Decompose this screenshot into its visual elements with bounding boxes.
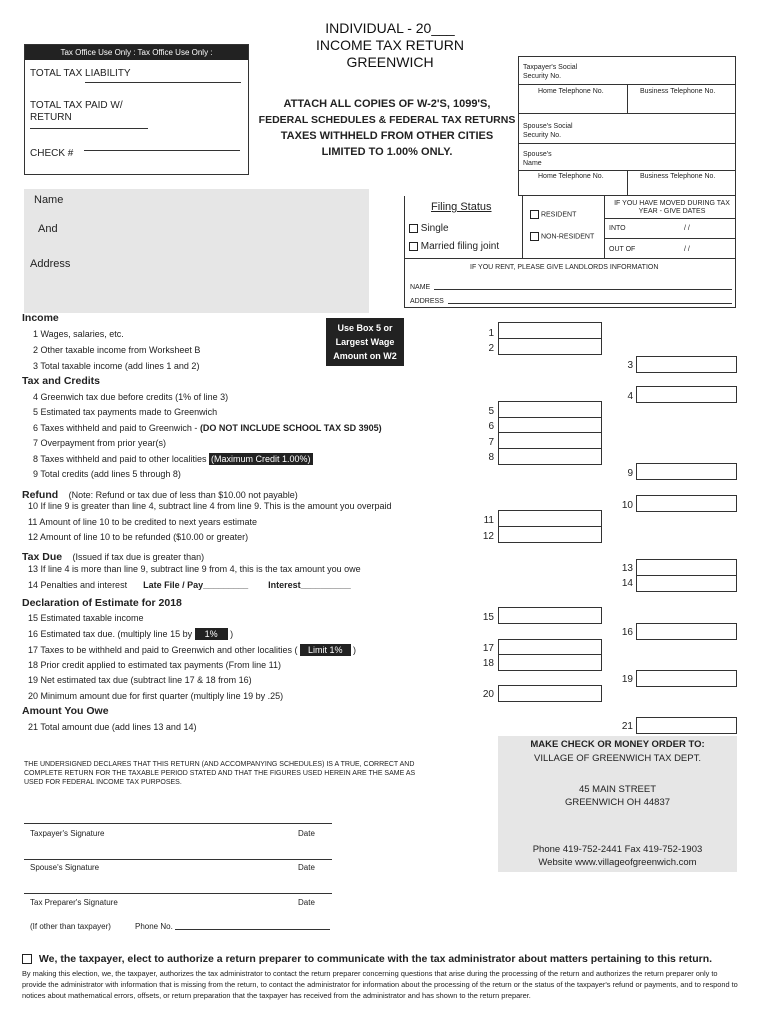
village-label: VILLAGE OF GREENWICH TAX DEPT. [534, 753, 701, 764]
section-estimate: Declaration of Estimate for 2018 [22, 597, 182, 609]
line-13-label: 13 If line 4 is more than line 9, subtract line 9 from 4, this is the tax amount you owe [28, 564, 361, 574]
non-resident-option[interactable] [530, 232, 594, 241]
business-phone-label[interactable]: Business Telephone No. [640, 88, 716, 95]
line-16-input[interactable] [636, 623, 737, 640]
divider [604, 238, 736, 239]
section-amount-owe: Amount You Owe [22, 705, 109, 717]
landlord-address-label: ADDRESS [410, 298, 444, 305]
line-7-num: 7 [488, 437, 494, 448]
total-tax-liability-field[interactable] [85, 82, 241, 83]
max-credit-tag: (Maximum Credit 1.00%) [210, 454, 311, 464]
line-12-label: 12 Amount of line 10 to be refunded ($10.00 or greater) [28, 532, 249, 542]
divider [404, 258, 736, 259]
line-9-input[interactable] [636, 463, 737, 480]
line-15-num: 15 [482, 612, 494, 623]
filing-status-title: Filing Status [431, 201, 492, 213]
spouse-date-label: Date [298, 863, 315, 872]
authorize-checkbox[interactable] [22, 954, 32, 964]
attach-line4: LIMITED TO 1.00% ONLY. [321, 146, 453, 158]
resident-option[interactable] [530, 210, 576, 219]
line-18-label: 18 Prior credit applied to estimated tax payments (From line 11) [28, 660, 281, 670]
section-refund: Refund (Note: Refund or tax due of less than $10.00 not payable) [22, 489, 298, 501]
preparer-signature-label: Tax Preparer's Signature [30, 898, 118, 907]
spouse-name-label[interactable]: Spouse's Name [523, 151, 552, 167]
out-of-label: OUT OF [609, 246, 636, 253]
line-12-num: 12 [482, 531, 494, 542]
single-option[interactable] [409, 223, 449, 234]
attach-line3: TAXES WITHHELD FROM OTHER CITIES [280, 130, 494, 142]
declaration-text: THE UNDERSIGNED DECLARES THAT THIS RETURN (AND ACCOMPANYING SCHEDULES) IS A TRUE, CORRECT AND COMPLETE RETURN FOR THE TAXABLE PERIOD STATED AND THAT THE FIGURES USED HEREIN ARE THE SAME AS USED FOR FEDERAL INCOME TAX PURPOSES. [24, 761, 416, 786]
name-address-block[interactable] [24, 189, 369, 313]
line-10-input[interactable] [636, 495, 737, 512]
divider [604, 218, 736, 219]
line-7-label: 7 Overpayment from prior year(s) [33, 438, 167, 448]
total-tax-paid-label: TOTAL TAX PAID W/ RETURN [30, 100, 123, 123]
and-label: And [38, 223, 58, 235]
line-20-input[interactable] [498, 685, 602, 702]
divider [518, 113, 736, 114]
make-check-label: MAKE CHECK OR MONEY ORDER TO: [530, 739, 705, 750]
line-14-label: 14 Penalties and interest Late File / Pay_________ Interest__________ [28, 580, 351, 590]
line-13-input[interactable] [636, 559, 737, 576]
line-12-input[interactable] [498, 526, 602, 543]
divider [604, 196, 605, 258]
line-17-label: 17 Taxes to be withheld and paid to Greenwich and other localities ( Limit 1% ) [28, 645, 357, 655]
line-5-num: 5 [488, 406, 494, 417]
business-phone2-label[interactable]: Business Telephone No. [640, 173, 716, 180]
taxpayer-signature-field[interactable] [24, 823, 332, 824]
line-4-input[interactable] [636, 386, 737, 403]
taxpayer-date-label: Date [298, 829, 315, 838]
line-16-num: 16 [621, 627, 633, 638]
line-14-num: 14 [621, 578, 633, 589]
check-field[interactable] [84, 150, 240, 151]
divider [522, 196, 523, 258]
into-date[interactable]: / / [684, 225, 690, 232]
line-20-num: 20 [482, 689, 494, 700]
title-line3: GREENWICH [346, 54, 434, 70]
if-other-label: (If other than taxpayer) [30, 922, 111, 931]
line-2-input[interactable] [498, 338, 602, 355]
landlord-address-field[interactable] [448, 303, 732, 304]
line-4-label: 4 Greenwich tax due before credits (1% of line 3) [33, 392, 229, 402]
line-21-label: 21 Total amount due (add lines 13 and 14) [28, 722, 197, 732]
line-19-num: 19 [621, 674, 633, 685]
form-title [280, 20, 500, 71]
line-21-input[interactable] [636, 717, 737, 734]
line-17-num: 17 [482, 643, 494, 654]
line-15-label: 15 Estimated taxable income [28, 613, 144, 623]
authorize-heading-text: We, the taxpayer, elect to authorize a return preparer to communicate with the tax administrator about matters pertaining to this return. [38, 953, 713, 965]
married-label: Married filing joint [420, 241, 500, 252]
rent-note: IF YOU RENT, PLEASE GIVE LANDLORDS INFORMATION [470, 264, 659, 271]
phone-fax-label: Phone 419-752-2441 Fax 419-752-1903 [532, 844, 703, 855]
line-8-label: 8 Taxes withheld and paid to other localities (Maximum Credit 1.00%) [33, 454, 311, 464]
total-tax-liability-label: TOTAL TAX LIABILITY [30, 68, 131, 79]
line-11-num: 11 [483, 515, 494, 526]
line-11-input[interactable] [498, 510, 602, 527]
divider [518, 143, 736, 144]
line-2-num: 2 [488, 343, 494, 354]
line-6-num: 6 [488, 421, 494, 432]
line-18-num: 18 [482, 658, 494, 669]
landlord-name-label: NAME [410, 284, 431, 291]
title-line2: INCOME TAX RETURN [315, 37, 465, 53]
one-percent-tag: 1% [195, 628, 228, 640]
city-label: GREENWICH OH 44837 [564, 797, 671, 808]
title-line1: INDIVIDUAL - 20___ [325, 20, 455, 36]
taxpayer-ssn-label[interactable]: Taxpayer's Social Security No. [523, 64, 578, 80]
section-tax-credits: Tax and Credits [22, 375, 100, 387]
line-1-num: 1 [488, 328, 494, 339]
line-7-input[interactable] [498, 432, 602, 449]
line-1-label: 1 Wages, salaries, etc. [33, 329, 124, 339]
home-phone-label[interactable]: Home Telephone No. [538, 88, 604, 95]
use-box-note: Use Box 5 or Largest Wage Amount on W2 [326, 318, 404, 366]
section-tax-due: Tax Due (Issued if tax due is greater than) [22, 551, 205, 563]
line-19-label: 19 Net estimated tax due (subtract line 17 & 18 from 16) [28, 675, 252, 685]
authorize-body: By making this election, we, the taxpayer, authorizes the tax administrator to contact the return preparer concerning questions that arise during the processing of the return and authorizes the return preparer only to provide the administrator with information that is missing from the return, to contact the administrator for information about the processing of the return or the status of the taxpayer's refund or payments, and to respond to notices about mathematical errors, offsets, or return preparation that the taxpayer has received from the administrator and has shown to the return preparer. [22, 969, 738, 1000]
single-checkbox[interactable] [409, 224, 418, 233]
line-18-input[interactable] [498, 654, 602, 671]
line-8-input[interactable] [498, 448, 602, 465]
line-10-label: 10 If line 9 is greater than line 4, subtract line 4 from line 9. This is the amount you overpaid [28, 501, 392, 511]
single-label: Single [420, 223, 449, 234]
name-label: Name [34, 194, 64, 206]
moved-note: IF YOU HAVE MOVED DURING TAX YEAR - GIVE DATES [614, 200, 730, 215]
spouse-signature-field[interactable] [24, 859, 332, 860]
line-21-num: 21 [621, 721, 633, 732]
line-4-num: 4 [627, 391, 633, 402]
attach-instructions [252, 96, 522, 160]
phone-no-label: Phone No. [135, 922, 173, 931]
divider [627, 171, 628, 196]
line-3-label: 3 Total taxable income (add lines 1 and 2) [33, 361, 200, 371]
line-16-label: 16 Estimated tax due. (multiply line 15 by 1% ) [28, 629, 234, 639]
line-9-label: 9 Total credits (add lines 5 through 8) [33, 469, 181, 479]
resident-label: RESIDENT [540, 211, 577, 219]
total-tax-paid-field[interactable] [30, 128, 148, 129]
line-11-label: 11 Amount of line 10 to be credited to next years estimate [28, 517, 257, 527]
limit-tag: Limit 1% [300, 644, 351, 656]
line-6-label: 6 Taxes withheld and paid to Greenwich - (DO NOT INCLUDE SCHOOL TAX SD 3905) [33, 423, 382, 433]
line-1-input[interactable] [498, 322, 602, 339]
attach-line1: ATTACH ALL COPIES OF W-2'S, 1099'S, [283, 98, 491, 110]
line-3-num: 3 [627, 360, 633, 371]
preparer-date-label: Date [298, 898, 315, 907]
married-checkbox[interactable] [409, 242, 418, 251]
line-8-num: 8 [488, 452, 494, 463]
line-5-input[interactable] [498, 401, 602, 418]
home-phone2-label[interactable]: Home Telephone No. [538, 173, 604, 180]
line-15-input[interactable] [498, 607, 602, 624]
preparer-phone-field[interactable] [175, 929, 330, 930]
line-10-num: 10 [621, 500, 633, 511]
line-19-input[interactable] [636, 670, 737, 687]
line-20-label: 20 Minimum amount due for first quarter (multiply line 19 by .25) [28, 691, 284, 701]
line-14-input[interactable] [636, 575, 737, 592]
line-13-num: 13 [621, 563, 633, 574]
non-resident-checkbox[interactable] [530, 232, 539, 241]
line-3-input[interactable] [636, 356, 737, 373]
out-of-date[interactable]: / / [684, 246, 690, 253]
line-5-label: 5 Estimated tax payments made to Greenwich [33, 407, 218, 417]
divider [627, 85, 628, 114]
tax-office-header: Tax Office Use Only : Tax Office Use Only : [25, 45, 248, 60]
attach-line2: FEDERAL SCHEDULES & FEDERAL TAX RETURNS [258, 114, 516, 126]
into-label: INTO [609, 225, 626, 232]
payment-info [498, 739, 737, 868]
line-9-num: 9 [627, 468, 633, 479]
check-label: CHECK # [30, 148, 74, 159]
street-label: 45 MAIN STREET [578, 784, 657, 795]
landlord-name-field[interactable] [434, 289, 732, 290]
spouse-signature-label: Spouse's Signature [30, 863, 100, 872]
non-resident-label: NON-RESIDENT [540, 233, 595, 241]
spouse-ssn-label[interactable]: Spouse's Social Security No. [523, 123, 573, 139]
authorize-heading[interactable] [22, 953, 752, 965]
taxpayer-signature-label: Taxpayer's Signature [30, 829, 105, 838]
resident-checkbox[interactable] [530, 210, 539, 219]
preparer-signature-field[interactable] [24, 893, 332, 894]
line-2-label: 2 Other taxable income from Worksheet B [33, 345, 201, 355]
married-option[interactable] [409, 241, 499, 252]
section-income: Income [22, 312, 59, 324]
website-label: Website www.villageofgreenwich.com [538, 857, 697, 868]
address-label: Address [30, 258, 71, 270]
